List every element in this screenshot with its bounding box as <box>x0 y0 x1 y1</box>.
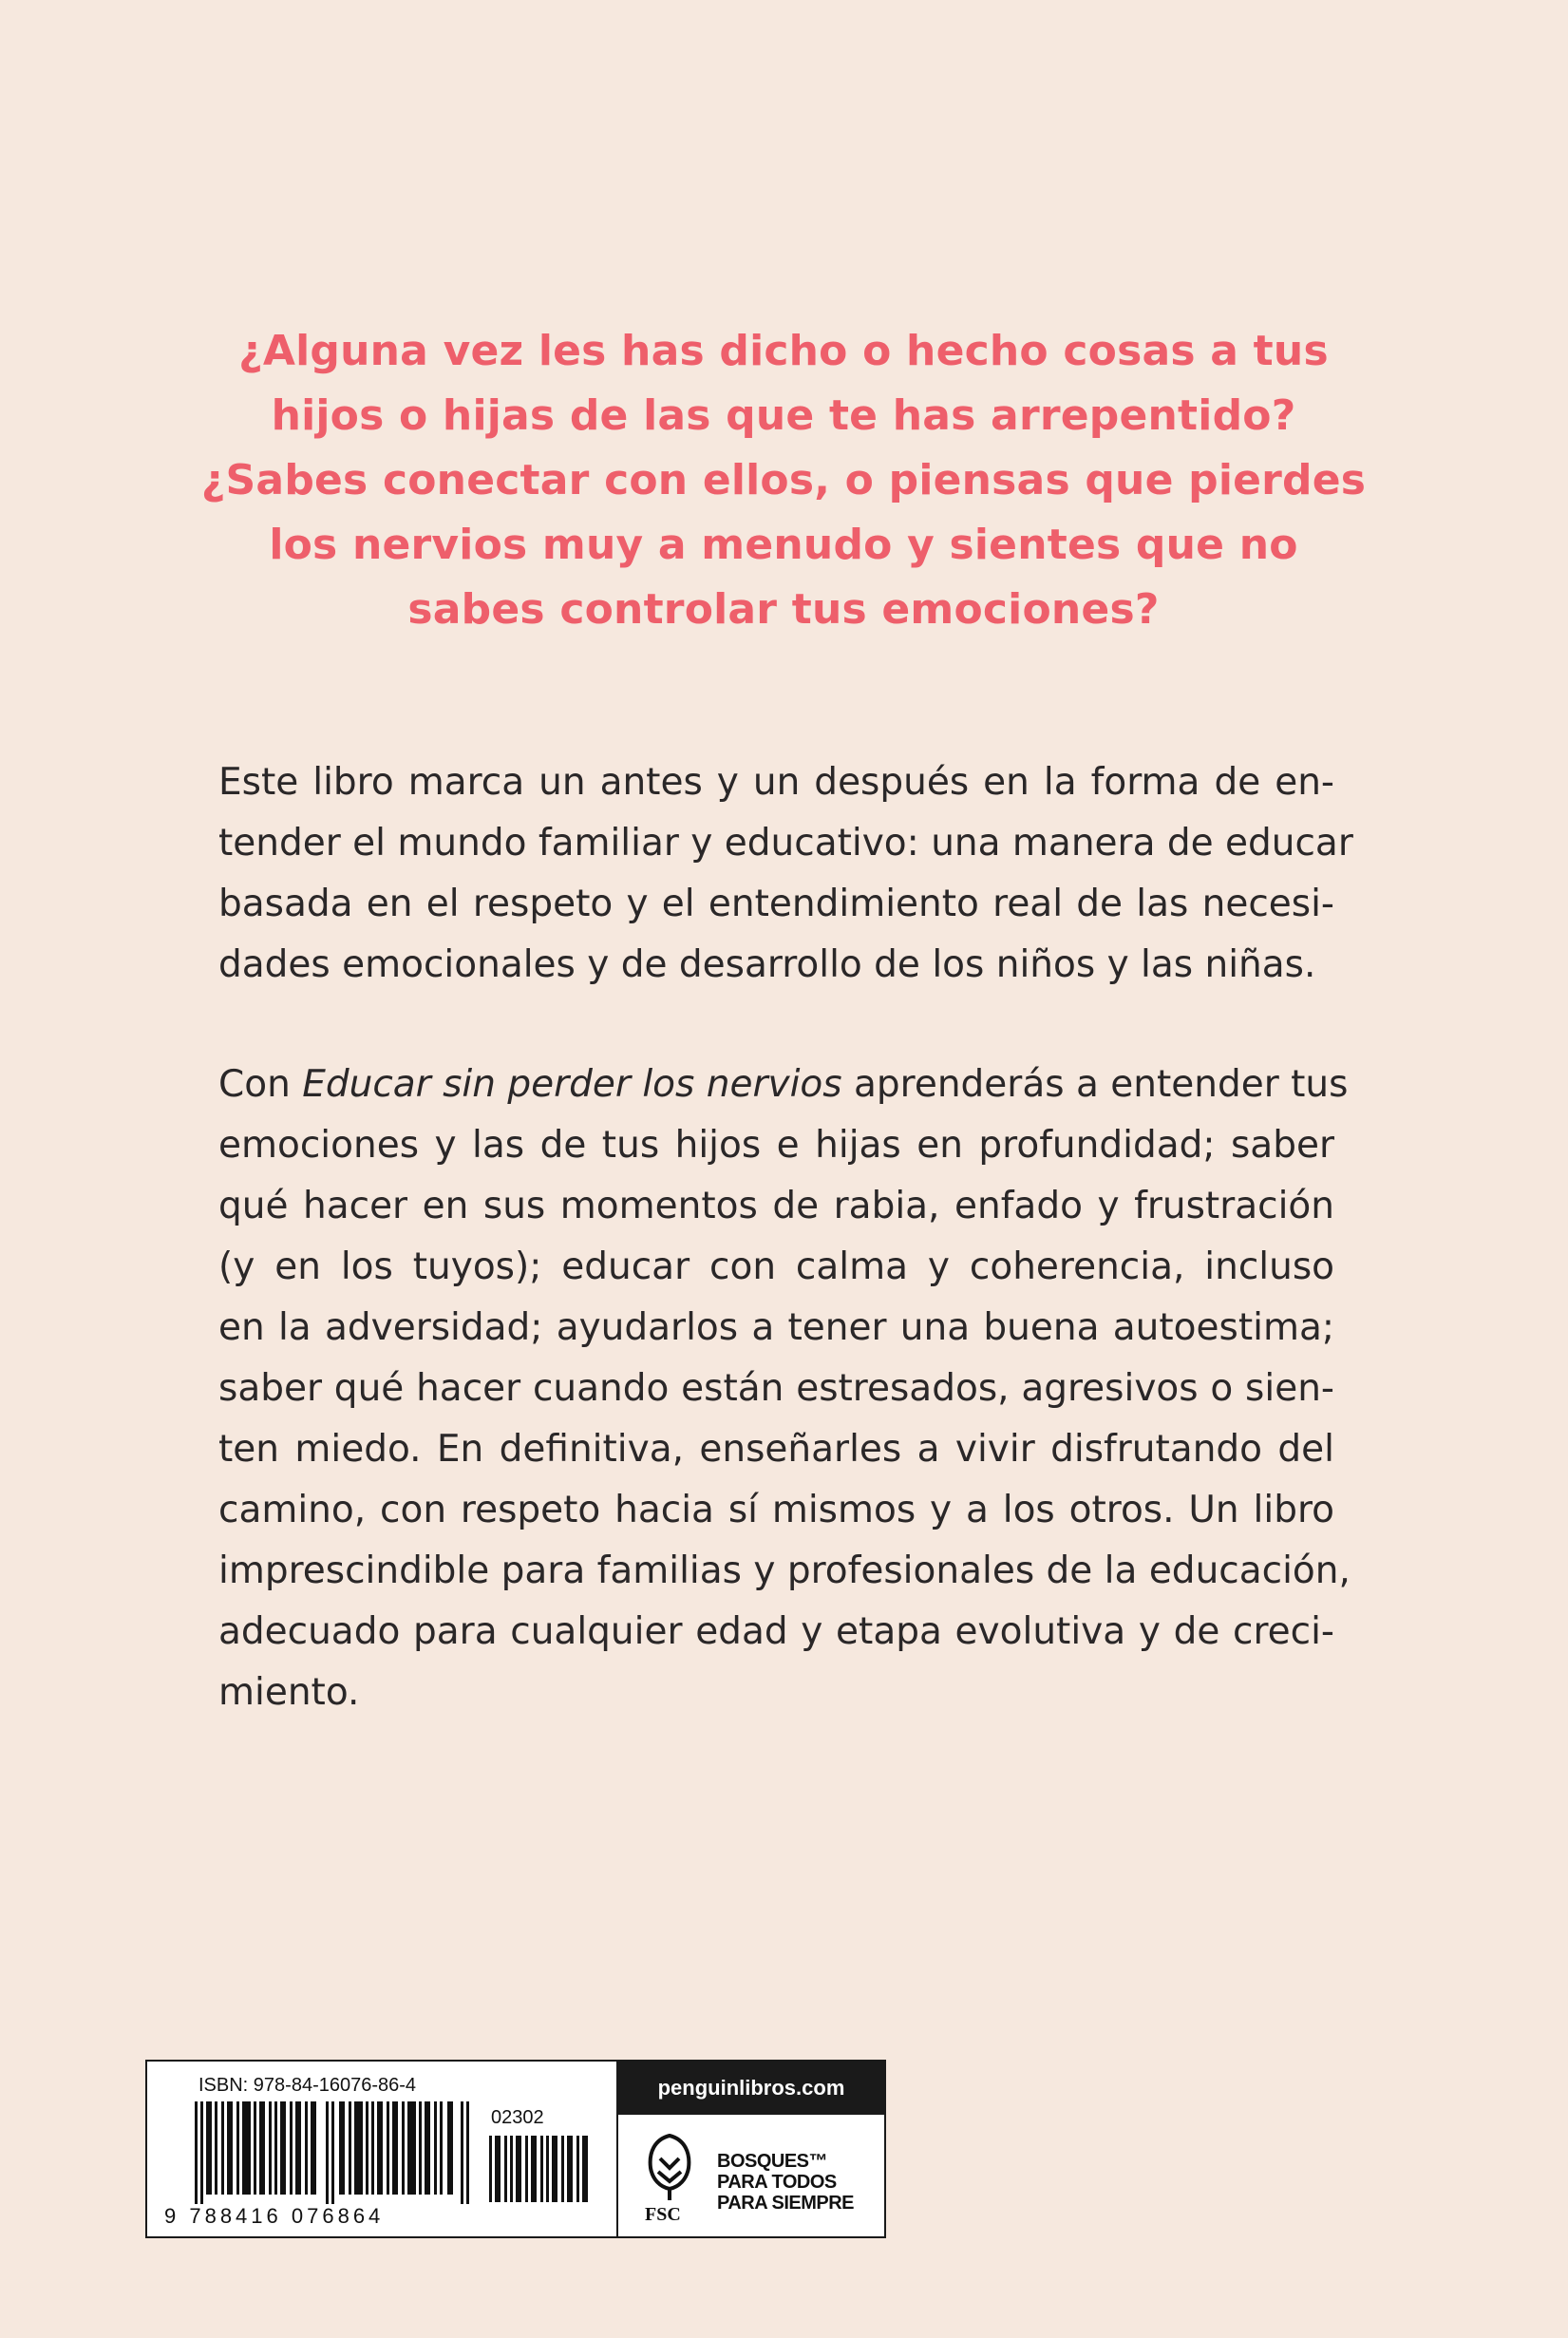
teaser-line: ¿Sabes conectar con ellos, o piensas que pierdes <box>200 456 1367 504</box>
synopsis-paragraph-2 <box>218 1055 1351 1723</box>
barcode-box <box>145 2060 886 2238</box>
text-line: miento. <box>218 1671 360 1714</box>
teaser-line: ¿Alguna vez les has dicho o hecho cosas a tus <box>238 327 1329 375</box>
text-line: adecuado para cualquier edad y etapa evolutiva y de creci- <box>218 1610 1334 1653</box>
isbn-label: ISBN: 978-84-16076-86-4 <box>198 2075 417 2096</box>
publisher-website: penguinlibros.com <box>618 2062 884 2115</box>
fsc-label: FSC <box>645 2204 681 2225</box>
text-line: emociones y las de tus hijos e hijas en profundidad; saber <box>218 1124 1334 1167</box>
teaser-line: sabes controlar tus emociones? <box>407 585 1160 634</box>
teaser-questions <box>171 319 1396 642</box>
book-title: Educar sin perder los nervios <box>302 1063 842 1106</box>
text-line: dades emocionales y de desarrollo de los niños y las niñas. <box>218 943 1316 986</box>
fsc-slogan-line: PARA TODOS <box>717 2172 837 2193</box>
synopsis-paragraph-1 <box>218 752 1353 996</box>
fsc-slogan <box>717 2151 854 2214</box>
barcode-area <box>147 2062 616 2236</box>
text-line: (y en los tuyos); educar con calma y coherencia, incluso <box>218 1245 1334 1288</box>
addon-barcode-icon <box>489 2136 594 2202</box>
text-line: camino, con respeto hacia sí mismos y a los otros. Un libro <box>218 1489 1334 1531</box>
fsc-slogan-line: BOSQUES™ <box>717 2151 828 2172</box>
text-line: basada en el respeto y el entendimiento real de las necesi- <box>218 883 1334 925</box>
text-line: qué hacer en sus momentos de rabia, enfado y frustración <box>218 1185 1334 1227</box>
price-code: 02302 <box>491 2107 544 2128</box>
text-line: imprescindible para familias y profesionales de la educación, <box>218 1549 1351 1592</box>
text-prefix: Con <box>218 1063 303 1106</box>
teaser-line: los nervios muy a menudo y sientes que no <box>269 521 1298 569</box>
fsc-slogan-line: PARA SIEMPRE <box>717 2193 855 2214</box>
text-line: saber qué hacer cuando están estresados, agresivos o sien- <box>218 1367 1334 1410</box>
ean-barcode-icon <box>195 2101 480 2204</box>
text-line <box>218 1055 1349 1115</box>
text-line: tender el mundo familiar y educativo: una manera de educar <box>218 822 1353 865</box>
text-line: en la adversidad; ayudarlos a tener una buena autoestima; <box>218 1306 1334 1349</box>
text-line: Este libro marca un antes y un después en la forma de en- <box>218 761 1334 804</box>
text-line: ten miedo. En definitiva, enseñarles a vivir disfrutando del <box>218 1428 1334 1471</box>
teaser-line: hijos o hijas de las que te has arrepentido? <box>271 391 1296 440</box>
ean-digits: 9 788416 076864 <box>164 2204 385 2228</box>
text-suffix: aprenderás a entender tus <box>841 1063 1349 1106</box>
